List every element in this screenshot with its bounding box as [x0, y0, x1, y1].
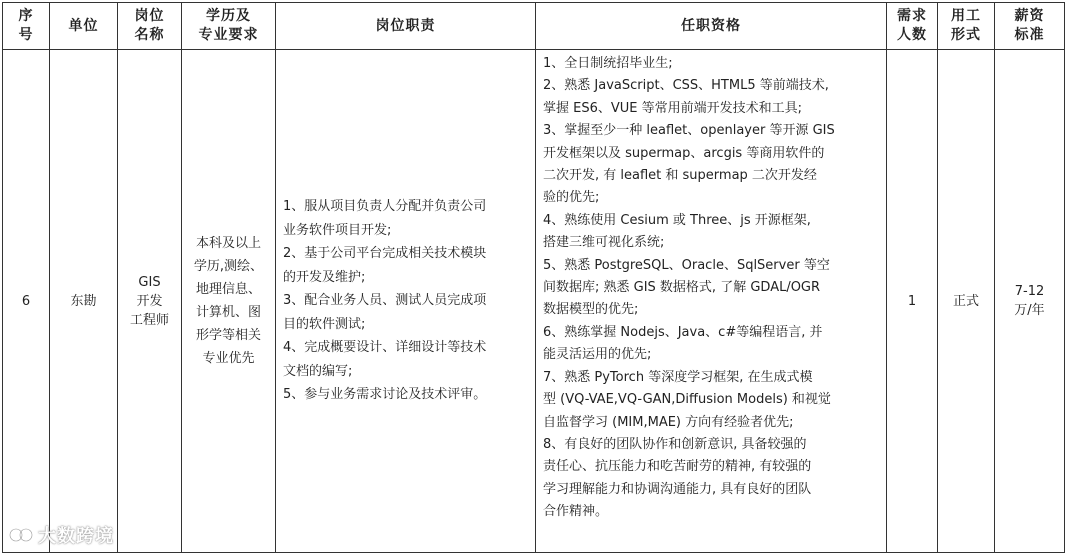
header-education: 学历及 专业要求	[182, 3, 276, 50]
header-salary: 薪资 标准	[995, 3, 1065, 50]
cell-position: GIS 开发 工程师	[118, 50, 182, 553]
qualifications-line: 掌握 ES6、VUE 等常用前端开发技术和工具;	[543, 100, 803, 116]
duties-line: 2、基于公司平台完成相关技术模块	[283, 246, 487, 262]
qualifications-line: 自监督学习 (MIM,MAE) 方向有经验者优先;	[543, 414, 794, 430]
header-unit: 单位	[50, 3, 118, 50]
qualifications-line: 间数据库; 熟悉 GIS 数据格式, 了解 GDAL/OGR	[543, 280, 821, 296]
qualifications-line: 3、掌握至少一种 leaflet、openlayer 等开源 GIS	[543, 123, 835, 139]
qualifications-line: 8、有良好的团队协作和创新意识, 具备较强的	[543, 436, 807, 452]
cell-employment: 正式	[938, 50, 995, 553]
cell-qualifications	[536, 50, 887, 553]
qualifications-line: 5、熟悉 PostgreSQL、Oracle、SqlServer 等空	[543, 257, 830, 273]
duties-list	[276, 195, 535, 407]
qualifications-line: 能灵活运用的优先;	[543, 347, 652, 363]
logo-icon	[8, 524, 34, 546]
duties-line: 目的软件测试;	[283, 316, 366, 332]
table-row	[3, 50, 1065, 553]
qualifications-line: 1、全日制统招毕业生;	[543, 56, 673, 71]
cell-no: 6	[3, 50, 50, 553]
qualifications-line: 2、熟悉 JavaScript、CSS、HTML5 等前端技术,	[543, 78, 829, 94]
qualifications-line: 开发框架以及 supermap、arcgis 等商用软件的	[543, 145, 825, 161]
duties-line: 4、完成概要设计、详细设计等技术	[283, 340, 487, 356]
header-position: 岗位 名称	[118, 3, 182, 50]
job-table	[2, 2, 1065, 553]
duties-line: 的开发及维护;	[283, 269, 366, 285]
duties-line: 文档的编写;	[283, 363, 353, 379]
header-no: 序 号	[3, 3, 50, 50]
duties-line: 1、服从项目负责人分配并负责公司	[283, 199, 487, 215]
qualifications-line: 7、熟悉 PyTorch 等深度学习框架, 在生成式模	[543, 369, 813, 385]
duties-line: 业务软件项目开发;	[283, 222, 392, 238]
qualifications-line: 合作精神。	[543, 504, 609, 520]
duties-line: 5、参与业务需求讨论及技术评审。	[283, 387, 487, 403]
qualifications-line: 6、熟练掌握 Nodejs、Java、c#等编程语言, 并	[543, 324, 823, 340]
header-qualifications: 任职资格	[536, 3, 887, 50]
header-row	[3, 3, 1065, 50]
cell-education: 本科及以上 学历,测绘、 地理信息、 计算机、图 形学等相关 专业优先	[182, 50, 276, 553]
duties-line: 3、配合业务人员、测试人员完成项	[283, 293, 487, 309]
header-employment: 用工 形式	[938, 3, 995, 50]
qualifications-line: 责任心、抗压能力和吃苦耐劳的精神, 有较强的	[543, 459, 812, 475]
qualifications-line: 数据模型的优先;	[543, 302, 639, 318]
watermark-text: 大数跨境	[38, 526, 114, 547]
qualifications-line: 二次开发, 有 leaflet 和 supermap 二次开发经	[543, 168, 817, 184]
qualifications-list	[536, 53, 886, 524]
qualifications-line: 4、熟练使用 Cesium 或 Three、js 开源框架,	[543, 212, 811, 228]
cell-unit: 东勘	[50, 50, 118, 553]
header-duties: 岗位职责	[276, 3, 536, 50]
qualifications-line: 搭建三维可视化系统;	[543, 235, 665, 251]
header-headcount: 需求 人数	[887, 3, 938, 50]
qualifications-line: 验的优先;	[543, 190, 600, 206]
cell-headcount: 1	[887, 50, 938, 553]
watermark	[8, 522, 114, 548]
qualifications-line: 型 (VQ-VAE,VQ-GAN,Diffusion Models) 和视觉	[543, 392, 831, 408]
qualifications-line: 学习理解能力和协调沟通能力, 具有良好的团队	[543, 481, 812, 497]
cell-salary: 7-12 万/年	[995, 50, 1065, 553]
cell-duties	[276, 50, 536, 553]
